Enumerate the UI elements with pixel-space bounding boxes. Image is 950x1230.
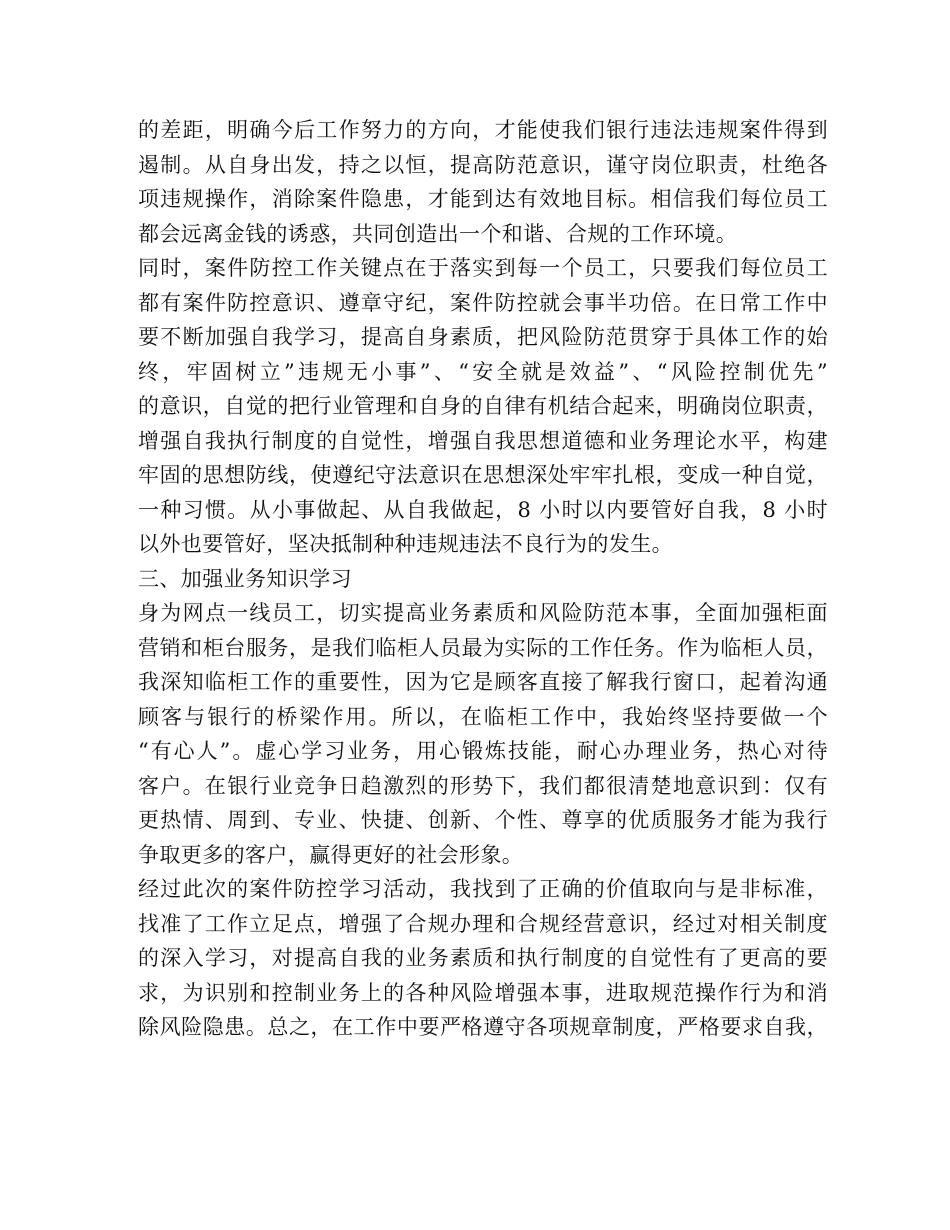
text-line: 的意识，自觉的把行业管理和自身的自律有机结合起来，明确岗位职责， bbox=[138, 394, 828, 418]
text-line: 一种习惯。从小事做起、从自我做起，8 小时以内要管好自我，8 小时 bbox=[138, 497, 828, 522]
text-line: 要不断加强自我学习，提高自身素质，把风险防范贯穿于具体工作的始 bbox=[138, 325, 828, 349]
text-line: 同时，案件防控工作关键点在于落实到每一个员工，只要我们每位员工 bbox=[138, 256, 828, 280]
text-line: 项违规操作，消除案件隐患，才能到达有效地目标。相信我们每位员工 bbox=[138, 187, 828, 211]
text-line: 更热情、周到、专业、快捷、创新、个性、尊享的优质服务才能为我行 bbox=[138, 808, 828, 832]
text-line: 顾客与银行的桥梁作用。所以，在临柜工作中，我始终坚持要做一个 bbox=[138, 704, 828, 729]
text-line: 都有案件防控意识、遵章守纪，案件防控就会事半功倍。在日常工作中 bbox=[138, 290, 828, 315]
text-line: 遏制。从自身出发，持之以恒，提高防范意识，谨守岗位职责，杜绝各 bbox=[138, 152, 828, 177]
text-line: 客户。在银行业竞争日趋激烈的形势下，我们都很清楚地意识到：仅有 bbox=[138, 773, 828, 798]
document-body bbox=[138, 113, 828, 1045]
text-line: 身为网点一线员工，切实提高业务素质和风险防范本事，全面加强柜面 bbox=[138, 601, 828, 625]
text-line: 的深入学习，对提高自我的业务素质和执行制度的自觉性有了更高的要 bbox=[138, 946, 828, 970]
text-line: “有心人”。虚心学习业务，用心锻炼技能，耐心办理业务，热心对待 bbox=[138, 739, 828, 763]
text-line: 终，牢固树立”违规无小事”、“安全就是效益”、“风险控制优先” bbox=[138, 359, 828, 384]
text-line: 除风险隐患。总之，在工作中要严格遵守各项规章制度，严格要求自我， bbox=[138, 1015, 828, 1039]
text-line: 牢固的思想防线，使遵纪守法意识在思想深处牢牢扎根，变成一种自觉， bbox=[138, 463, 828, 487]
text-line: 的差距，明确今后工作努力的方向，才能使我们银行违法违规案件得到 bbox=[138, 118, 828, 142]
text-line: 三、加强业务知识学习 bbox=[138, 566, 352, 591]
text-line: 找准了工作立足点，增强了合规办理和合规经营意识，经过对相关制度 bbox=[138, 911, 828, 936]
text-line: 求，为识别和控制业务上的各种风险增强本事，进取规范操作行为和消 bbox=[138, 980, 828, 1005]
text-line: 以外也要管好，坚决抵制种种违规违法不良行为的发生。 bbox=[138, 532, 673, 556]
text-line: 经过此次的案件防控学习活动，我找到了正确的价值取向与是非标准， bbox=[138, 877, 828, 901]
text-line: 营销和柜台服务，是我们临柜人员最为实际的工作任务。作为临柜人员， bbox=[138, 635, 828, 660]
text-line: 增强自我执行制度的自觉性，增强自我思想道德和业务理论水平，构建 bbox=[138, 428, 828, 453]
text-line: 争取更多的客户，赢得更好的社会形象。 bbox=[138, 842, 524, 867]
text-line: 都会远离金钱的诱惑，共同创造出一个和谐、合规的工作环境。 bbox=[138, 221, 738, 246]
text-line: 我深知临柜工作的重要性，因为它是顾客直接了解我行窗口，起着沟通 bbox=[138, 670, 828, 694]
